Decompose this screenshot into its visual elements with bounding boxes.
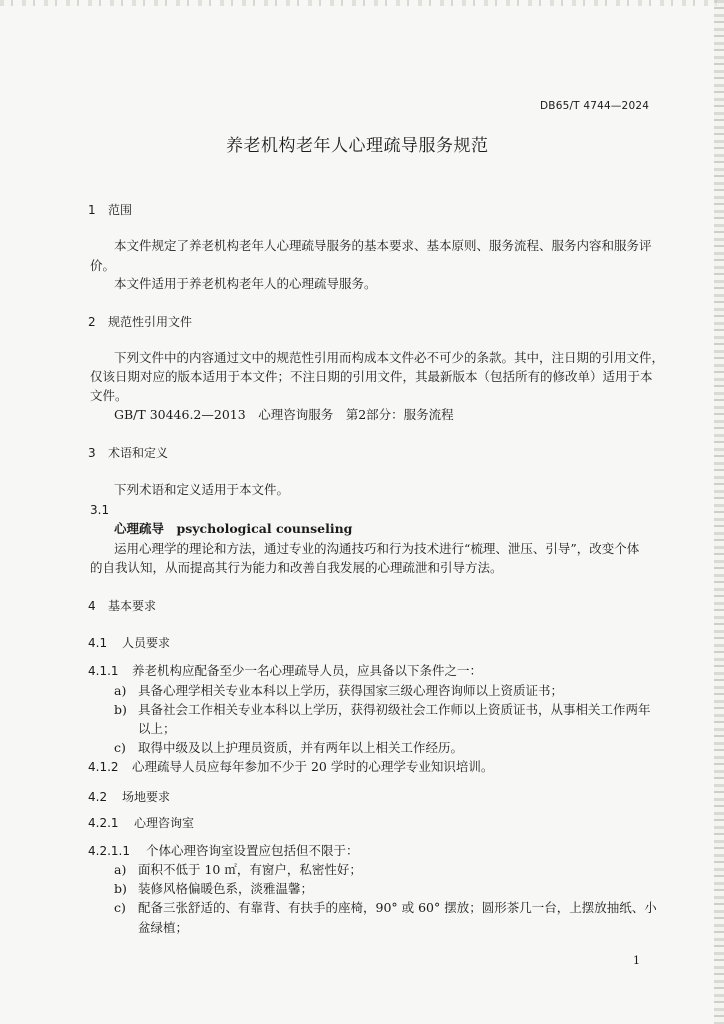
clause-title: 心理咨询室 [134, 816, 195, 830]
standard-number: DB65/T 4744—2024 [540, 100, 650, 112]
section-2-heading [88, 315, 192, 330]
list-marker: b) [114, 702, 127, 717]
definition-line: 运用心理学的理论和方法，通过专业的沟通技巧和行为技术进行“梳理、泄压、引导”，改变个体 [114, 541, 640, 556]
paragraph-line: 仅该日期对应的版本适用于本文件；不注日期的引用文件，其最新版本（包括所有的修改单）适用于本 [90, 369, 653, 384]
paragraph-line: 下列文件中的内容通过文中的规范性引用而构成本文件必不可少的条款。其中，注日期的引用文件， [114, 350, 665, 365]
definition-line: 的自我认知，从而提高其行为能力和改善自我发展的心理疏泄和引导方法。 [90, 560, 503, 575]
clause-number: 4.2 [88, 790, 108, 804]
paragraph-line: 本文件适用于养老机构老年人的心理疏导服务。 [114, 276, 377, 291]
paragraph-line: 本文件规定了养老机构老年人心理疏导服务的基本要求、基本原则、服务流程、服务内容和服务评 [114, 238, 652, 253]
term-number: 3.1 [90, 503, 110, 517]
section-number: 1 [88, 203, 96, 217]
section-title: 规范性引用文件 [108, 315, 193, 329]
clause-4-1-1 [88, 663, 482, 679]
list-item [114, 702, 651, 717]
section-3-heading [88, 446, 168, 461]
paragraph-line: 文件。 [90, 388, 128, 403]
scan-edge-top [0, 0, 724, 6]
clause-4-2-1-1 [88, 843, 359, 859]
clause-number: 4.2.1 [88, 816, 119, 830]
clause-4-2-heading [88, 790, 170, 805]
section-number: 2 [88, 315, 96, 329]
section-title: 术语和定义 [108, 446, 169, 460]
term-name: 心理疏导 psychological counseling [114, 521, 353, 536]
section-1-heading [88, 203, 132, 218]
clause-number: 4.1.2 [88, 760, 119, 774]
clause-text: 个体心理咨询室设置应包括但不限于： [146, 843, 359, 858]
list-item [114, 862, 362, 877]
clause-number: 4.1.1 [88, 664, 119, 678]
list-item-text: 面积不低于 10 ㎡，有窗户，私密性好； [138, 862, 362, 877]
clause-text: 养老机构应配备至少一名心理疏导人员，应具备以下条件之一： [132, 663, 483, 678]
list-marker: c) [114, 740, 126, 755]
scan-edge-right [714, 0, 724, 1024]
clause-4-1-heading [88, 636, 170, 651]
list-item [114, 900, 657, 915]
clause-4-2-1-heading [88, 816, 194, 831]
list-item [114, 683, 563, 698]
list-marker: c) [114, 900, 126, 915]
list-item-text: 具备社会工作相关专业本科以上学历，获得初级社会工作师以上资质证书，从事相关工作两年 [138, 702, 651, 717]
document-title: 养老机构老年人心理疏导服务规范 [226, 136, 489, 156]
section-title: 范围 [108, 203, 133, 217]
list-item-continuation: 盆绿植； [138, 920, 189, 935]
clause-text: 心理疏导人员应每年参加不少于 20 学时的心理学专业知识培训。 [132, 759, 494, 774]
list-item-text: 配备三张舒适的、有靠背、有扶手的座椅，90° 或 60° 摆放；圆形茶几一台，上摆放抽纸、小 [138, 900, 657, 915]
list-item-continuation: 以上； [138, 721, 176, 736]
section-title: 基本要求 [108, 599, 157, 613]
section-4-heading [88, 599, 156, 614]
clause-number: 4.2.1.1 [88, 844, 130, 858]
paragraph-line: 价。 [90, 258, 116, 273]
paragraph-line: 下列术语和定义适用于本文件。 [114, 482, 290, 497]
clause-title: 人员要求 [122, 636, 171, 650]
list-marker: a) [114, 683, 127, 698]
list-item-text: 具备心理学相关专业本科以上学历，获得国家三级心理咨询师以上资质证书； [138, 683, 564, 698]
list-marker: a) [114, 862, 127, 877]
section-number: 4 [88, 599, 96, 613]
list-item-text: 装修风格偏暖色系，淡雅温馨； [138, 881, 314, 896]
clause-number: 4.1 [88, 636, 108, 650]
list-item-text: 取得中级及以上护理员资质，并有两年以上相关工作经历。 [138, 740, 464, 755]
list-marker: b) [114, 881, 127, 896]
page-number: 1 [633, 954, 640, 967]
section-number: 3 [88, 446, 96, 460]
clause-4-1-2 [88, 759, 493, 775]
list-item [114, 881, 313, 896]
normative-reference: GB/T 30446.2—2013 心理咨询服务 第2部分：服务流程 [114, 407, 454, 422]
clause-title: 场地要求 [122, 790, 171, 804]
list-item [114, 740, 463, 755]
